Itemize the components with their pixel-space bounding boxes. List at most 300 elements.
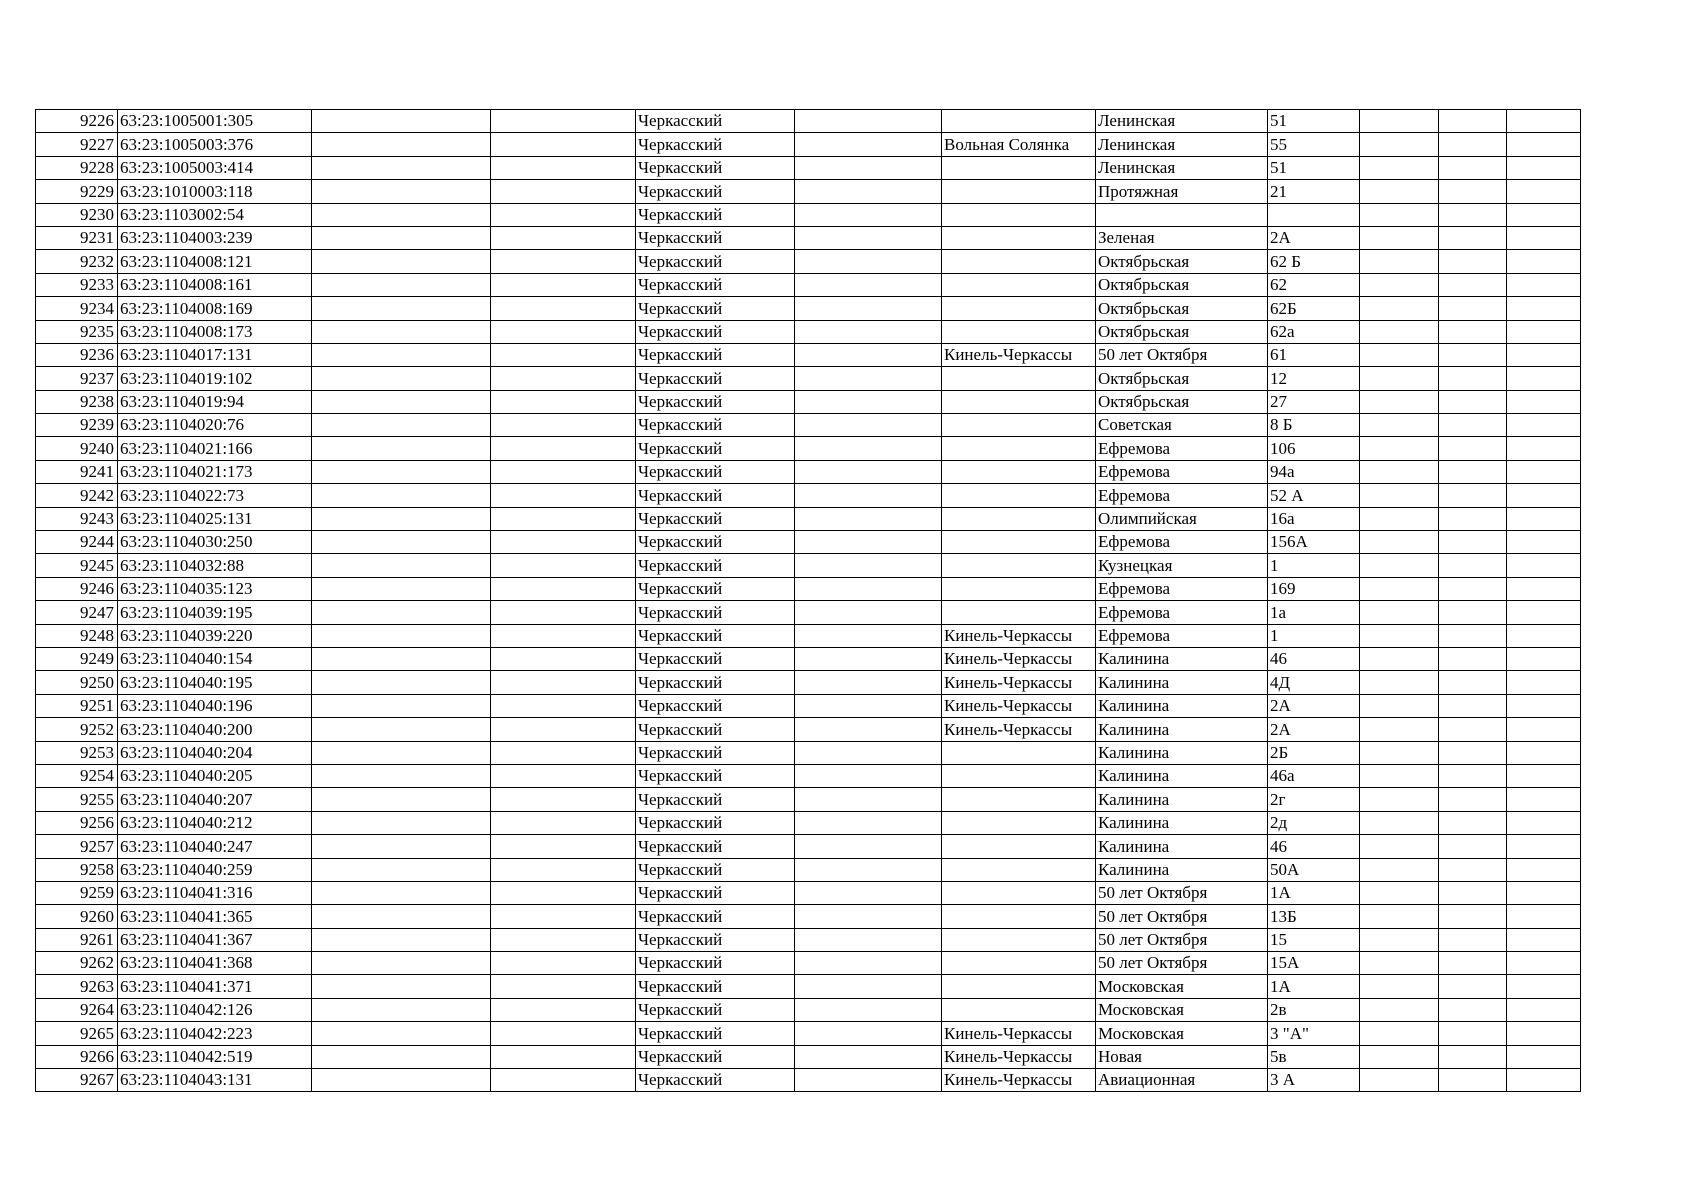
- cadastral-number-cell: 63:23:1104040:205: [118, 764, 312, 787]
- empty-cell-d: [1360, 133, 1439, 156]
- street-cell: Советская: [1096, 414, 1268, 437]
- empty-cell-f: [1507, 624, 1581, 647]
- district-cell: Черкасский: [636, 1069, 795, 1092]
- empty-cell-b: [491, 367, 636, 390]
- empty-cell-f: [1507, 647, 1581, 670]
- empty-cell-e: [1439, 624, 1507, 647]
- empty-cell-b: [491, 226, 636, 249]
- cadastral-number-cell: 63:23:1104035:123: [118, 577, 312, 600]
- locality-cell: [942, 437, 1096, 460]
- row-number-cell: 9243: [36, 507, 118, 530]
- empty-cell-a: [312, 671, 491, 694]
- empty-cell-a: [312, 718, 491, 741]
- street-cell: Ефремова: [1096, 531, 1268, 554]
- cadastral-number-cell: 63:23:1104041:371: [118, 975, 312, 998]
- empty-cell-d: [1360, 788, 1439, 811]
- empty-cell-a: [312, 133, 491, 156]
- house-number-cell: 50А: [1268, 858, 1360, 881]
- empty-cell-b: [491, 858, 636, 881]
- house-number-cell: 106: [1268, 437, 1360, 460]
- empty-cell-f: [1507, 484, 1581, 507]
- empty-cell-e: [1439, 250, 1507, 273]
- house-number-cell: 2А: [1268, 694, 1360, 717]
- house-number-cell: 1: [1268, 554, 1360, 577]
- row-number-cell: 9226: [36, 110, 118, 133]
- empty-cell-f: [1507, 577, 1581, 600]
- district-cell: Черкасский: [636, 320, 795, 343]
- locality-cell: [942, 601, 1096, 624]
- empty-cell-b: [491, 647, 636, 670]
- empty-cell-c: [795, 414, 942, 437]
- empty-cell-c: [795, 273, 942, 296]
- empty-cell-e: [1439, 1022, 1507, 1045]
- empty-cell-c: [795, 156, 942, 179]
- empty-cell-e: [1439, 577, 1507, 600]
- street-cell: Ефремова: [1096, 601, 1268, 624]
- table-row: [36, 577, 1581, 600]
- locality-cell: [942, 531, 1096, 554]
- street-cell: Ефремова: [1096, 577, 1268, 600]
- district-cell: Черкасский: [636, 203, 795, 226]
- empty-cell-d: [1360, 320, 1439, 343]
- house-number-cell: 5в: [1268, 1045, 1360, 1068]
- street-cell: Зеленая: [1096, 226, 1268, 249]
- empty-cell-c: [795, 647, 942, 670]
- empty-cell-a: [312, 928, 491, 951]
- empty-cell-e: [1439, 811, 1507, 834]
- empty-cell-f: [1507, 180, 1581, 203]
- district-cell: Черкасский: [636, 390, 795, 413]
- table-row: [36, 975, 1581, 998]
- district-cell: Черкасский: [636, 905, 795, 928]
- locality-cell: [942, 858, 1096, 881]
- row-number-cell: 9246: [36, 577, 118, 600]
- empty-cell-d: [1360, 671, 1439, 694]
- empty-cell-a: [312, 811, 491, 834]
- district-cell: Черкасский: [636, 741, 795, 764]
- cadastral-number-cell: 63:23:1104019:94: [118, 390, 312, 413]
- empty-cell-a: [312, 437, 491, 460]
- district-cell: Черкасский: [636, 273, 795, 296]
- empty-cell-b: [491, 180, 636, 203]
- empty-cell-f: [1507, 1045, 1581, 1068]
- district-cell: Черкасский: [636, 554, 795, 577]
- cadastral-number-cell: 63:23:1104040:212: [118, 811, 312, 834]
- empty-cell-d: [1360, 718, 1439, 741]
- empty-cell-c: [795, 554, 942, 577]
- cadastral-number-cell: 63:23:1104042:519: [118, 1045, 312, 1068]
- district-cell: Черкасский: [636, 998, 795, 1021]
- house-number-cell: 27: [1268, 390, 1360, 413]
- empty-cell-d: [1360, 1045, 1439, 1068]
- locality-cell: [942, 881, 1096, 904]
- empty-cell-c: [795, 601, 942, 624]
- district-cell: Черкасский: [636, 297, 795, 320]
- empty-cell-a: [312, 905, 491, 928]
- cadastral-number-cell: 63:23:1104040:207: [118, 788, 312, 811]
- empty-cell-b: [491, 343, 636, 366]
- empty-cell-a: [312, 226, 491, 249]
- house-number-cell: 2Б: [1268, 741, 1360, 764]
- empty-cell-c: [795, 484, 942, 507]
- empty-cell-e: [1439, 203, 1507, 226]
- cadastral-number-cell: 63:23:1104008:173: [118, 320, 312, 343]
- street-cell: Калинина: [1096, 788, 1268, 811]
- district-cell: Черкасский: [636, 764, 795, 787]
- table-row: [36, 1069, 1581, 1092]
- cadastral-number-cell: 63:23:1104020:76: [118, 414, 312, 437]
- empty-cell-b: [491, 764, 636, 787]
- locality-cell: Кинель-Черкассы: [942, 1069, 1096, 1092]
- house-number-cell: 2в: [1268, 998, 1360, 1021]
- street-cell: Протяжная: [1096, 180, 1268, 203]
- locality-cell: [942, 180, 1096, 203]
- empty-cell-a: [312, 156, 491, 179]
- empty-cell-c: [795, 203, 942, 226]
- cadastral-number-cell: 63:23:1104008:169: [118, 297, 312, 320]
- table-row: [36, 881, 1581, 904]
- empty-cell-c: [795, 928, 942, 951]
- house-number-cell: 2г: [1268, 788, 1360, 811]
- house-number-cell: 1а: [1268, 601, 1360, 624]
- street-cell: 50 лет Октября: [1096, 928, 1268, 951]
- street-cell: 50 лет Октября: [1096, 905, 1268, 928]
- locality-cell: [942, 811, 1096, 834]
- table-row: [36, 788, 1581, 811]
- empty-cell-c: [795, 741, 942, 764]
- district-cell: Черкасский: [636, 601, 795, 624]
- locality-cell: [942, 998, 1096, 1021]
- district-cell: Черкасский: [636, 835, 795, 858]
- locality-cell: [942, 250, 1096, 273]
- house-number-cell: [1268, 203, 1360, 226]
- row-number-cell: 9256: [36, 811, 118, 834]
- empty-cell-f: [1507, 952, 1581, 975]
- locality-cell: [942, 905, 1096, 928]
- row-number-cell: 9257: [36, 835, 118, 858]
- row-number-cell: 9258: [36, 858, 118, 881]
- empty-cell-c: [795, 764, 942, 787]
- street-cell: Октябрьская: [1096, 297, 1268, 320]
- empty-cell-f: [1507, 671, 1581, 694]
- row-number-cell: 9248: [36, 624, 118, 647]
- row-number-cell: 9245: [36, 554, 118, 577]
- empty-cell-a: [312, 414, 491, 437]
- house-number-cell: 13Б: [1268, 905, 1360, 928]
- empty-cell-b: [491, 811, 636, 834]
- table-row: [36, 367, 1581, 390]
- district-cell: Черкасский: [636, 1022, 795, 1045]
- empty-cell-d: [1360, 835, 1439, 858]
- row-number-cell: 9254: [36, 764, 118, 787]
- empty-cell-a: [312, 531, 491, 554]
- empty-cell-c: [795, 367, 942, 390]
- empty-cell-e: [1439, 928, 1507, 951]
- row-number-cell: 9251: [36, 694, 118, 717]
- cadastral-number-cell: 63:23:1104003:239: [118, 226, 312, 249]
- table-row: [36, 741, 1581, 764]
- empty-cell-d: [1360, 811, 1439, 834]
- empty-cell-c: [795, 297, 942, 320]
- empty-cell-e: [1439, 414, 1507, 437]
- house-number-cell: 55: [1268, 133, 1360, 156]
- empty-cell-b: [491, 741, 636, 764]
- empty-cell-c: [795, 1045, 942, 1068]
- locality-cell: [942, 226, 1096, 249]
- locality-cell: [942, 741, 1096, 764]
- district-cell: Черкасский: [636, 928, 795, 951]
- empty-cell-c: [795, 694, 942, 717]
- empty-cell-c: [795, 250, 942, 273]
- table-row: [36, 601, 1581, 624]
- cadastral-number-cell: 63:23:1005003:414: [118, 156, 312, 179]
- empty-cell-e: [1439, 881, 1507, 904]
- district-cell: Черкасский: [636, 718, 795, 741]
- empty-cell-a: [312, 390, 491, 413]
- street-cell: Ефремова: [1096, 460, 1268, 483]
- row-number-cell: 9233: [36, 273, 118, 296]
- empty-cell-f: [1507, 320, 1581, 343]
- empty-cell-d: [1360, 624, 1439, 647]
- empty-cell-c: [795, 226, 942, 249]
- table-row: [36, 133, 1581, 156]
- empty-cell-b: [491, 203, 636, 226]
- empty-cell-d: [1360, 975, 1439, 998]
- empty-cell-e: [1439, 694, 1507, 717]
- empty-cell-a: [312, 554, 491, 577]
- empty-cell-a: [312, 788, 491, 811]
- cadastral-number-cell: 63:23:1104043:131: [118, 1069, 312, 1092]
- district-cell: Черкасский: [636, 156, 795, 179]
- empty-cell-e: [1439, 273, 1507, 296]
- empty-cell-f: [1507, 788, 1581, 811]
- house-number-cell: 169: [1268, 577, 1360, 600]
- empty-cell-f: [1507, 975, 1581, 998]
- empty-cell-d: [1360, 1022, 1439, 1045]
- row-number-cell: 9230: [36, 203, 118, 226]
- empty-cell-d: [1360, 390, 1439, 413]
- street-cell: Олимпийская: [1096, 507, 1268, 530]
- empty-cell-c: [795, 507, 942, 530]
- district-cell: Черкасский: [636, 647, 795, 670]
- house-number-cell: 62а: [1268, 320, 1360, 343]
- empty-cell-c: [795, 858, 942, 881]
- empty-cell-d: [1360, 414, 1439, 437]
- table-row: [36, 1022, 1581, 1045]
- empty-cell-f: [1507, 601, 1581, 624]
- street-cell: Калинина: [1096, 694, 1268, 717]
- house-number-cell: 46: [1268, 835, 1360, 858]
- empty-cell-e: [1439, 390, 1507, 413]
- locality-cell: [942, 320, 1096, 343]
- table-row: [36, 110, 1581, 133]
- table-row: [36, 835, 1581, 858]
- row-number-cell: 9241: [36, 460, 118, 483]
- empty-cell-f: [1507, 343, 1581, 366]
- district-cell: Черкасский: [636, 507, 795, 530]
- empty-cell-d: [1360, 952, 1439, 975]
- street-cell: 50 лет Октября: [1096, 952, 1268, 975]
- cadastral-number-cell: 63:23:1104040:200: [118, 718, 312, 741]
- empty-cell-b: [491, 788, 636, 811]
- empty-cell-a: [312, 694, 491, 717]
- row-number-cell: 9231: [36, 226, 118, 249]
- empty-cell-f: [1507, 694, 1581, 717]
- empty-cell-a: [312, 297, 491, 320]
- house-number-cell: 62Б: [1268, 297, 1360, 320]
- empty-cell-f: [1507, 1022, 1581, 1045]
- table-row: [36, 297, 1581, 320]
- district-cell: Черкасский: [636, 975, 795, 998]
- house-number-cell: 4Д: [1268, 671, 1360, 694]
- empty-cell-e: [1439, 905, 1507, 928]
- empty-cell-e: [1439, 320, 1507, 343]
- locality-cell: Кинель-Черкассы: [942, 647, 1096, 670]
- house-number-cell: 51: [1268, 156, 1360, 179]
- empty-cell-b: [491, 1022, 636, 1045]
- district-cell: Черкасский: [636, 110, 795, 133]
- locality-cell: [942, 484, 1096, 507]
- house-number-cell: 15: [1268, 928, 1360, 951]
- empty-cell-b: [491, 320, 636, 343]
- empty-cell-f: [1507, 554, 1581, 577]
- row-number-cell: 9261: [36, 928, 118, 951]
- cadastral-number-cell: 63:23:1104041:365: [118, 905, 312, 928]
- empty-cell-f: [1507, 811, 1581, 834]
- empty-cell-d: [1360, 273, 1439, 296]
- empty-cell-b: [491, 156, 636, 179]
- house-number-cell: 61: [1268, 343, 1360, 366]
- table-row: [36, 320, 1581, 343]
- street-cell: Ефремова: [1096, 624, 1268, 647]
- cadastral-number-cell: 63:23:1104042:223: [118, 1022, 312, 1045]
- table-row: [36, 484, 1581, 507]
- empty-cell-e: [1439, 367, 1507, 390]
- empty-cell-d: [1360, 928, 1439, 951]
- empty-cell-d: [1360, 297, 1439, 320]
- empty-cell-e: [1439, 718, 1507, 741]
- empty-cell-b: [491, 437, 636, 460]
- empty-cell-c: [795, 881, 942, 904]
- table-row: [36, 858, 1581, 881]
- empty-cell-c: [795, 460, 942, 483]
- empty-cell-a: [312, 835, 491, 858]
- row-number-cell: 9253: [36, 741, 118, 764]
- empty-cell-d: [1360, 1069, 1439, 1092]
- table-row: [36, 647, 1581, 670]
- locality-cell: [942, 414, 1096, 437]
- empty-cell-c: [795, 975, 942, 998]
- empty-cell-c: [795, 1022, 942, 1045]
- table-row: [36, 226, 1581, 249]
- empty-cell-b: [491, 718, 636, 741]
- district-cell: Черкасский: [636, 460, 795, 483]
- street-cell: [1096, 203, 1268, 226]
- empty-cell-f: [1507, 905, 1581, 928]
- empty-cell-f: [1507, 273, 1581, 296]
- district-cell: Черкасский: [636, 624, 795, 647]
- empty-cell-e: [1439, 343, 1507, 366]
- empty-cell-f: [1507, 741, 1581, 764]
- empty-cell-f: [1507, 858, 1581, 881]
- row-number-cell: 9227: [36, 133, 118, 156]
- table-row: [36, 952, 1581, 975]
- empty-cell-a: [312, 1045, 491, 1068]
- empty-cell-d: [1360, 577, 1439, 600]
- table-row: [36, 811, 1581, 834]
- empty-cell-a: [312, 110, 491, 133]
- empty-cell-a: [312, 858, 491, 881]
- empty-cell-b: [491, 928, 636, 951]
- empty-cell-a: [312, 577, 491, 600]
- locality-cell: [942, 203, 1096, 226]
- row-number-cell: 9260: [36, 905, 118, 928]
- empty-cell-b: [491, 414, 636, 437]
- street-cell: Калинина: [1096, 811, 1268, 834]
- empty-cell-e: [1439, 764, 1507, 787]
- locality-cell: Кинель-Черкассы: [942, 694, 1096, 717]
- locality-cell: [942, 788, 1096, 811]
- empty-cell-c: [795, 998, 942, 1021]
- cadastral-number-cell: 63:23:1005001:305: [118, 110, 312, 133]
- empty-cell-f: [1507, 203, 1581, 226]
- street-cell: Московская: [1096, 1022, 1268, 1045]
- district-cell: Черкасский: [636, 788, 795, 811]
- empty-cell-a: [312, 881, 491, 904]
- empty-cell-d: [1360, 156, 1439, 179]
- empty-cell-f: [1507, 250, 1581, 273]
- empty-cell-f: [1507, 156, 1581, 179]
- locality-cell: Вольная Солянка: [942, 133, 1096, 156]
- empty-cell-e: [1439, 156, 1507, 179]
- house-number-cell: 3 А: [1268, 1069, 1360, 1092]
- cadastral-number-cell: 63:23:1104040:154: [118, 647, 312, 670]
- empty-cell-a: [312, 507, 491, 530]
- street-cell: Авиационная: [1096, 1069, 1268, 1092]
- empty-cell-b: [491, 110, 636, 133]
- empty-cell-a: [312, 647, 491, 670]
- row-number-cell: 9259: [36, 881, 118, 904]
- empty-cell-e: [1439, 975, 1507, 998]
- empty-cell-f: [1507, 414, 1581, 437]
- district-cell: Черкасский: [636, 484, 795, 507]
- street-cell: Калинина: [1096, 858, 1268, 881]
- street-cell: Октябрьская: [1096, 250, 1268, 273]
- empty-cell-c: [795, 343, 942, 366]
- empty-cell-d: [1360, 250, 1439, 273]
- empty-cell-f: [1507, 718, 1581, 741]
- empty-cell-d: [1360, 343, 1439, 366]
- table-row: [36, 671, 1581, 694]
- empty-cell-d: [1360, 367, 1439, 390]
- empty-cell-e: [1439, 601, 1507, 624]
- empty-cell-f: [1507, 881, 1581, 904]
- empty-cell-d: [1360, 764, 1439, 787]
- district-cell: Черкасский: [636, 1045, 795, 1068]
- row-number-cell: 9265: [36, 1022, 118, 1045]
- empty-cell-f: [1507, 297, 1581, 320]
- house-number-cell: 51: [1268, 110, 1360, 133]
- row-number-cell: 9240: [36, 437, 118, 460]
- empty-cell-b: [491, 250, 636, 273]
- empty-cell-b: [491, 601, 636, 624]
- empty-cell-b: [491, 460, 636, 483]
- empty-cell-f: [1507, 390, 1581, 413]
- district-cell: Черкасский: [636, 671, 795, 694]
- empty-cell-a: [312, 741, 491, 764]
- locality-cell: Кинель-Черкассы: [942, 343, 1096, 366]
- empty-cell-d: [1360, 460, 1439, 483]
